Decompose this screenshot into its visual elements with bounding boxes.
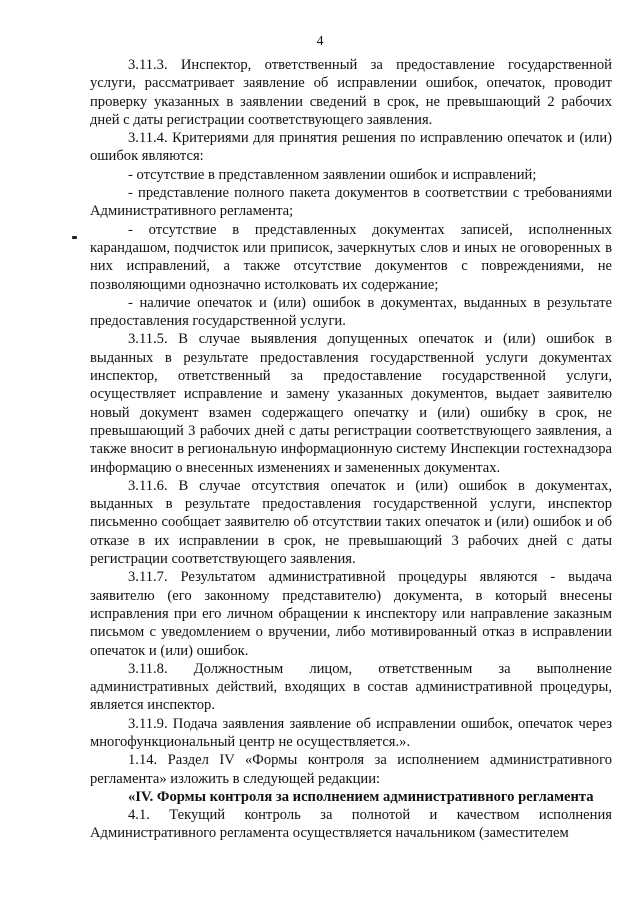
- scan-mark: [72, 236, 77, 239]
- page-number: 4: [316, 34, 324, 49]
- list-item-criteria-2: - представление полного пакета документов в соответствии с требованиями Административного регламента;: [90, 185, 612, 220]
- list-item-criteria-3: - отсутствие в представленных документах записей, исполненных карандашом, подчисток или приписок, зачеркнутых слов и иных не оговоренных в них исправлений, а также отсутствие документов с повреждениями, не позволяющими однозначно истолковать их содержание;: [90, 221, 612, 293]
- document-body: [90, 56, 612, 843]
- paragraph-3-11-7: 3.11.7. Результатом административной процедуры являются - выдача заявителю (его законному представителю) документа, в который внесены исправления при его личном обращении к инспектору или направление заказным письмом с уведомлением о вручении, либо мотивированный отказ в исправлении опечаток и (или) ошибок.: [90, 569, 612, 659]
- section-heading-iv: «IV. Формы контроля за исполнением административного регламента: [128, 788, 594, 805]
- list-item-criteria-4: - наличие опечаток и (или) ошибок в документах, выданных в результате предоставления государственной услуги.: [90, 294, 612, 330]
- paragraph-3-11-8: 3.11.8. Должностным лицом, ответственным за выполнение административных действий, входящих в состав административной процедуры, является инспектор.: [90, 660, 612, 714]
- paragraph-3-11-9: 3.11.9. Подача заявления заявление об исправлении ошибок, опечаток через многофункциональный центр не осуществляется.».: [90, 715, 612, 750]
- paragraph-3-11-6: 3.11.6. В случае отсутствия опечаток и (или) ошибок в документах, выданных в результате предоставления государственной услуги, инспектор письменно сообщает заявителю об отсутствии таких опечаток и (или) ошибок и об отказе в их исправлении в срок, не превышающий 3 рабочих дней с даты регистрации соответствующего заявления.: [90, 477, 612, 568]
- paragraph-3-11-3: 3.11.3. Инспектор, ответственный за предоставление государственной услуги, рассматривает заявление об исправлении ошибок, опечаток, проводит проверку указанных в заявлении сведений в срок, не превышающий 2 рабочих дней с даты регистрации соответствующего заявления.: [90, 57, 612, 128]
- paragraph-1-14: 1.14. Раздел IV «Формы контроля за исполнением административного регламента» изложить в следующей редакции:: [90, 752, 612, 787]
- list-item-criteria-1: - отсутствие в представленном заявлении ошибок и исправлений;: [128, 166, 537, 183]
- paragraph-3-11-4: 3.11.4. Критериями для принятия решения по исправлению опечаток и (или) ошибок являются:: [90, 130, 612, 165]
- paragraph-4-1: 4.1. Текущий контроль за полнотой и качеством исполнения Административного регламента осуществляется начальником (заместителем: [90, 807, 612, 842]
- paragraph-3-11-5: 3.11.5. В случае выявления допущенных опечаток и (или) ошибок в выданных в результате предоставления государственной услуги документах инспектор, ответственный за предоставление государственной услуги, осуществляет исправление и замену указанных документов, выдает заявителю новый документ взамен содержащего опечатку и (или) ошибку в срок, не превышающий 3 рабочих дней с даты регистрации соответствующего заявления, а также вносит в региональную информационную систему Инспекции гостехнадзора информацию о внесенных изменениях и замененных документах.: [90, 331, 612, 476]
